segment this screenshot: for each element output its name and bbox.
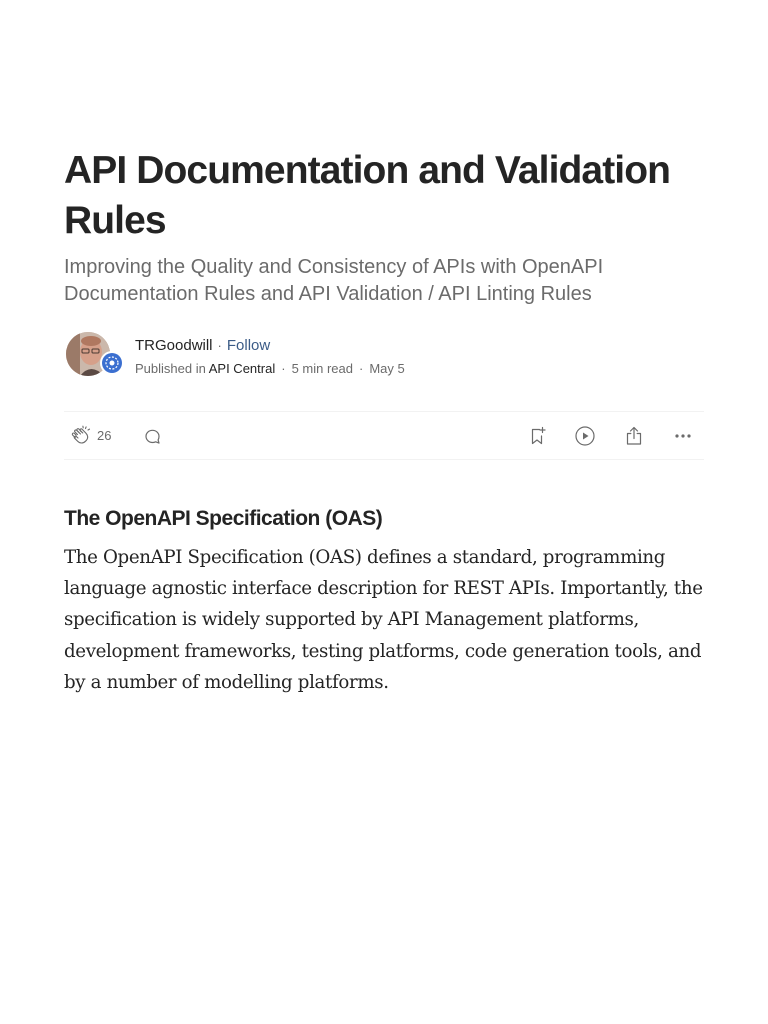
more-button[interactable] xyxy=(671,424,695,448)
listen-button[interactable] xyxy=(573,424,597,448)
publication-link[interactable]: API Central xyxy=(208,361,276,376)
author-name[interactable]: TRGoodwill xyxy=(135,337,213,354)
section-heading: The OpenAPI Specification (OAS) xyxy=(64,507,383,530)
meta-line xyxy=(135,360,405,378)
more-icon xyxy=(671,424,695,448)
author-line xyxy=(135,336,270,356)
clap-count: 26 xyxy=(97,428,112,443)
article-title: API Documentation and Validation Rules xyxy=(64,149,671,242)
comment-icon xyxy=(141,424,165,448)
share-button[interactable] xyxy=(622,424,646,448)
clap-button[interactable] xyxy=(70,424,94,448)
body-paragraph: The OpenAPI Specification (OAS) defines a standard, programming language agnostic interface description for REST APIs. Importantly, the specification is widely supported by API Management platforms, development frameworks, testing platforms, code generation tools, and by a number of modelling platforms. xyxy=(64,547,703,693)
article-subtitle: Improving the Quality and Consistency of APIs with OpenAPI Documentation Rules and API Validation / API Linting Rules xyxy=(64,256,604,305)
separator-dot: · xyxy=(217,338,222,353)
publication-badge[interactable] xyxy=(100,351,124,375)
published-in-label: Published in xyxy=(135,361,206,376)
comment-button[interactable] xyxy=(141,424,165,448)
share-icon xyxy=(622,424,646,448)
separator-dot: · xyxy=(358,361,364,376)
save-button[interactable] xyxy=(525,424,549,448)
clap-icon xyxy=(70,424,94,448)
separator-dot: · xyxy=(281,361,286,376)
action-bar xyxy=(64,411,704,460)
bookmark-add-icon xyxy=(525,424,549,448)
read-time: 5 min read xyxy=(291,361,353,376)
publication-logo-icon xyxy=(102,353,122,373)
publish-date: May 5 xyxy=(369,361,405,376)
follow-button[interactable]: Follow xyxy=(226,337,271,354)
byline xyxy=(64,331,704,379)
listen-play-icon xyxy=(573,424,597,448)
